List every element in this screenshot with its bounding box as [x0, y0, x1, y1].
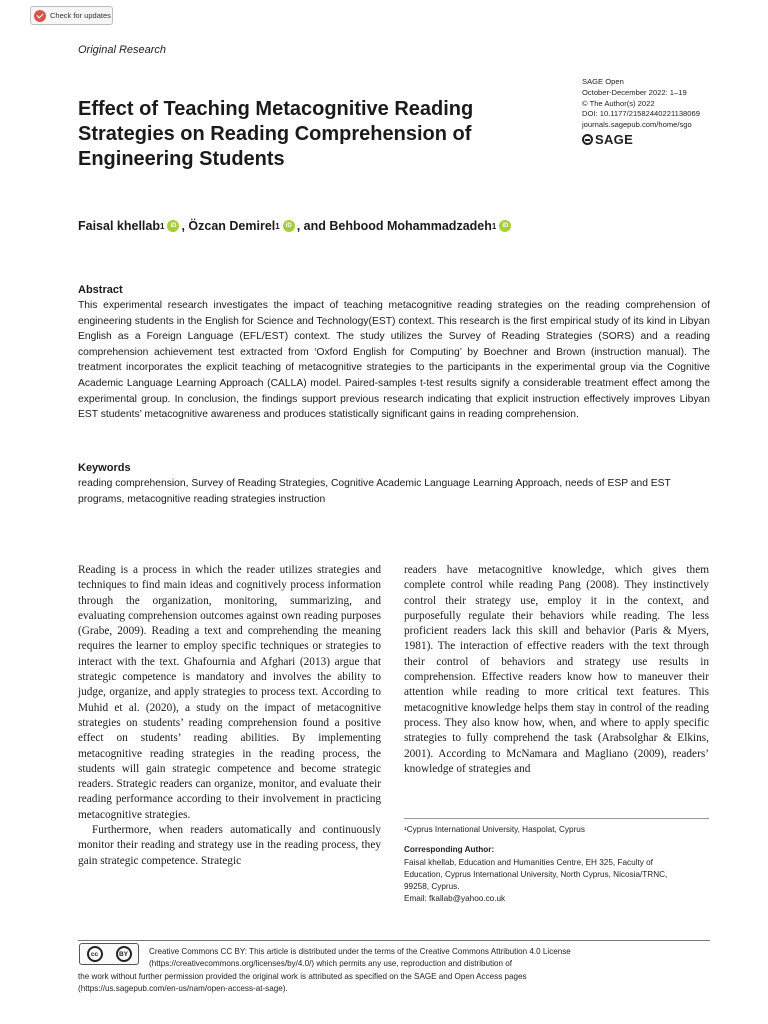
sage-logo-text: SAGE — [595, 131, 634, 147]
corresponding-line: Education, Cyprus International University, North Cyprus, Nicosia/TRNC, — [404, 869, 668, 879]
body-paragraph: readers have metacognitive knowledge, which gives them complete control while reading Pang (2008). They instinctively control their strategy use, employ it in the context, and purposefully regulate their behaviors while reading. The less proficient readers lack this skill and behavior (Paris & Myers, 1981). The interaction of effective readers with the text through their control of behaviors and strategy use results in comprehension. Effective readers know how to maneuver their attention while reading to more critical text features. This metacognitive knowledge helps them stay in control of the reading process. They also know how, when, and where to apply specific strategies to fully comprehend the task (Arabsolghar & Elkins, 2001). According to McNamara and Magliano (2009), readers’ knowledge of strategies and — [404, 564, 709, 775]
author-affiliation-marker: 1 — [275, 221, 280, 231]
orcid-icon[interactable]: iD — [283, 220, 295, 232]
journal-issue: October-December 2022: 1–19 — [582, 87, 687, 97]
keywords-heading: Keywords — [78, 462, 131, 474]
license-line: the work without further permission provided the original work is attributed as specified on the SAGE and Open Access pages — [78, 971, 527, 981]
license-divider — [78, 940, 710, 941]
author-separator: , — [181, 219, 185, 233]
license-line[interactable]: (https://us.sagepub.com/en-us/nam/open-access-at-sage). — [78, 984, 288, 994]
body-paragraph: Furthermore, when readers automatically and continuously monitor their reading and strategy use in the reading process, they gain strategic competence. Strategic — [78, 824, 381, 867]
footnotes — [404, 818, 709, 906]
author-name: Faisal khellab — [78, 219, 160, 233]
article-type-label: Original Research — [78, 44, 167, 56]
body-column-left — [78, 563, 381, 869]
corresponding-email[interactable]: Email: fkallab@yahoo.co.uk — [404, 894, 506, 904]
license-line: Creative Commons CC BY: This article is distributed under the terms of the Creative Commons Attribution 4.0 License — [149, 947, 571, 956]
abstract-heading: Abstract — [78, 284, 123, 296]
abstract-section — [78, 283, 710, 423]
journal-copyright: © The Author(s) 2022 — [582, 98, 655, 108]
journal-doi[interactable]: DOI: 10.1177/21582440221138069 — [582, 109, 700, 119]
author-list — [78, 219, 513, 233]
abstract-text: This experimental research investigates the impact of teaching metacognitive reading strategies on the reading comprehension of engineering students in the English for Science and Technology(EST) context. This research is the first empirical study of its kind in Libyan English as a Foreign Language (EFL/EST) context. The study utilizes the Survey of Reading Strategies (SORS) and a reading comprehension achievement test extracted from ‘Oxford English for Computing’ by Boechner and Brown (instruction manual). The treatment incorporates the explicit teaching of metacognitive strategies to the participants in the experimental group via the Cognitive Academic Language Learning Approach (CALLA) model. Paired-samples t-test results signify a considerable treatment effect among the experimental group. In conclusion, the findings support previous research indicating that explicit instruction effectively improves Libyan EST students’ metacognitive awareness and produces statistically significant gains in reading comprehension. — [78, 300, 710, 421]
body-paragraph: Reading is a process in which the reader utilizes strategies and techniques to find main ideas and cognitively process information through the organization, monitoring, summarizing, and evaluating comprehension outcomes against own reading purposes (Grabe, 2009). Reading a text and comprehending the meaning requires the learner to employ specific techniques or strategies to interact with the text. Ghafournia and Afghari (2013) argue that strategic competence is mandatory and involves the ability to judge, organize, and apply strategies to process text. According to Muhid et al. (2020), a study on the impact of metacognitive strategies on students’ reading comprehension found a positive effect on students’ reading abilities. By implementing metacognitive reading strategies in the reading process, the students will gain strategic competence and become strategic readers. Strategic readers can organize, monitor, and evaluate their reading performance according to their involvement in practicing metacognitive strategies. — [78, 564, 381, 821]
orcid-icon[interactable]: iD — [167, 220, 179, 232]
cc-icon: cc — [87, 946, 103, 962]
keywords-text: reading comprehension, Survey of Reading Strategies, Cognitive Academic Language Learning Approach, needs of ESP and EST programs, metacognitive reading strategies instruction — [78, 478, 671, 505]
author-name: Özcan Demirel — [188, 219, 276, 233]
journal-name: SAGE Open — [582, 77, 624, 86]
author-affiliation-marker: 1 — [159, 221, 165, 231]
check-for-updates-badge[interactable] — [30, 6, 113, 25]
badge-label: Check for updates — [50, 11, 111, 20]
affiliation-note: ¹Cyprus International University, Haspolat, Cyprus — [404, 825, 585, 834]
author-name: Behbood Mohammadzadeh — [329, 219, 492, 233]
check-icon — [34, 10, 46, 22]
orcid-icon[interactable]: iD — [499, 220, 511, 232]
keywords-section — [78, 461, 710, 507]
license-statement — [78, 946, 678, 996]
journal-info — [582, 77, 700, 146]
author-separator: , and — [296, 219, 326, 233]
article-title: Effect of Teaching Metacognitive Reading Strategies on Reading Comprehension of Engineering Students — [78, 98, 474, 170]
corresponding-line: 99258, Cyprus. — [404, 882, 460, 892]
by-icon: BY — [116, 946, 132, 962]
license-line[interactable]: (https://creativecommons.org/licenses/by/4.0/) which permits any use, reproduction and distribution of — [149, 959, 513, 969]
author-affiliation-marker: 1 — [491, 221, 497, 231]
footnote-divider — [404, 818, 709, 819]
sage-logo — [582, 133, 700, 146]
body-column-right — [404, 563, 709, 777]
sage-logo-icon — [582, 134, 593, 145]
journal-url[interactable]: journals.sagepub.com/home/sgo — [582, 120, 692, 130]
corresponding-line: Faisal khellab, Education and Humanities Centre, EH 325, Faculty of — [404, 857, 653, 867]
corresponding-author-heading: Corresponding Author: — [404, 845, 495, 855]
